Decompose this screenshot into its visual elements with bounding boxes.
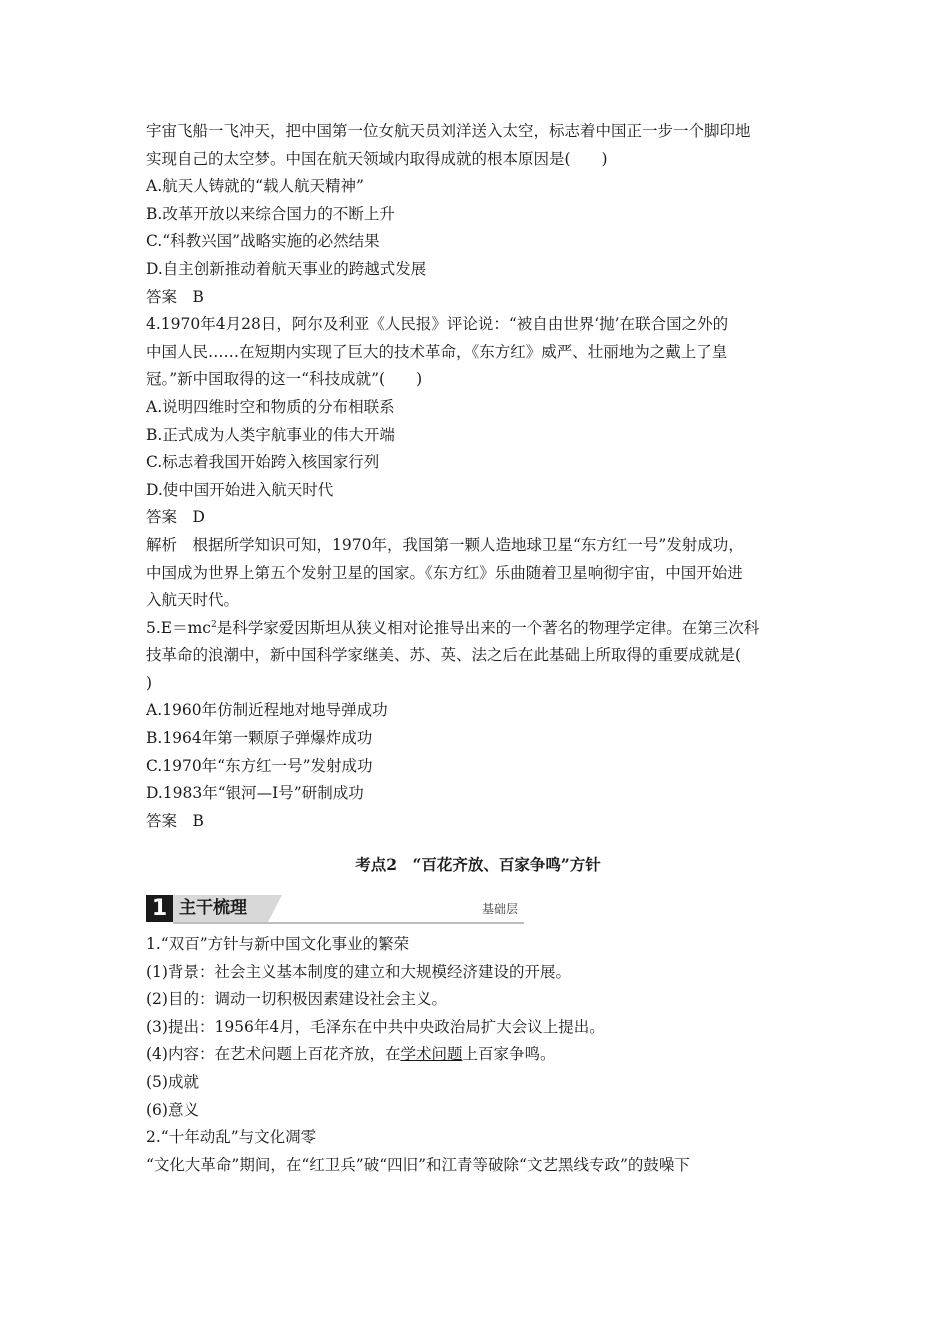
item-1-proposal: (3)提出：1956年4月，毛泽东在中共中央政治局扩大会议上提出。 — [146, 1017, 605, 1036]
q4-option-b: B.正式成为人类宇航事业的伟大开端 — [146, 425, 395, 444]
content-underlined-term: 学术问题 — [400, 1045, 463, 1064]
question-4 — [146, 311, 810, 615]
q4-stem-line-3: 冠。”新中国取得的这一“科技成就”( ) — [146, 370, 423, 389]
q4-option-d: D.使中国开始进入航天时代 — [146, 480, 334, 499]
q5-formula-exponent: 2 — [210, 619, 217, 630]
banner-title: 主干梳理 — [173, 895, 268, 922]
q3-option-d: D.自主创新推动着航天事业的跨越式发展 — [146, 259, 427, 278]
q4-answer: 答案 D — [146, 508, 205, 527]
banner-number: 1 — [146, 895, 173, 922]
item-1-title: 1.“双百”方针与新中国文化事业的繁荣 — [146, 935, 410, 954]
q3-option-a: A.航天人铸就的“载人航天精神” — [146, 177, 364, 196]
q5-formula: 5.E＝mc — [146, 618, 211, 637]
q5-stem-text: 是科学家爱因斯坦从狭义相对论推导出来的一个著名的物理学定律。在第三次科 — [216, 618, 760, 637]
item-1-achievement: (5)成就 — [146, 1073, 199, 1091]
banner-level: 基础层 — [481, 902, 518, 917]
item-2-title: 2.“十年动乱”与文化凋零 — [146, 1128, 317, 1147]
q3-option-b: B.改革开放以来综合国力的不断上升 — [146, 204, 395, 223]
q5-option-c: C.1970年“东方红一号”发射成功 — [146, 756, 373, 775]
q3-stem-line-2: 实现自己的太空梦。中国在航天领域内取得成就的根本原因是( ) — [146, 149, 608, 168]
q5-answer: 答案 B — [146, 811, 204, 830]
content-suffix: 上百家争鸣。 — [462, 1045, 556, 1064]
item-1-significance: (6)意义 — [146, 1100, 199, 1119]
banner-rule — [173, 922, 524, 924]
item-1-purpose: (2)目的：调动一切积极因素建设社会主义。 — [146, 990, 447, 1009]
q4-stem-line-2: 中国人民……在短期内实现了巨大的技术革命，《东方红》威严、壮丽地为之戴上了皇 — [146, 342, 728, 361]
q4-stem-line-1: 4.1970年4月28日，阿尔及利亚《人民报》评论说：“被自由世界‘抛’在联合国之外的 — [146, 315, 729, 334]
q5-option-d: D.1983年“银河—Ⅰ号”研制成功 — [146, 784, 364, 803]
q3-answer: 答案 B — [146, 287, 204, 306]
q5-option-a: A.1960年仿制近程地对地导弹成功 — [146, 701, 388, 720]
q4-option-a: A.说明四维时空和物质的分布相联系 — [146, 397, 395, 416]
section-banner — [146, 895, 524, 925]
question-5 — [146, 615, 810, 836]
q5-stem-line-3: ) — [146, 673, 153, 692]
q3-option-c: C.“科教兴国”战略实施的必然结果 — [146, 232, 380, 251]
q4-analysis-line-1: 解析 根据所学知识可知，1970年，我国第一颗人造地球卫星“东方红一号”发射成功， — [146, 535, 744, 554]
q5-stem-line-2: 技革命的浪潮中，新中国科学家继美、苏、英、法之后在此基础上所取得的重要成就是( — [146, 646, 742, 665]
q5-stem-line-1 — [146, 615, 810, 643]
item-2-text: “文化大革命”期间，在“红卫兵”破“四旧”和江青等破除“文艺黑线专政”的鼓噪下 — [146, 1155, 690, 1174]
q5-option-b: B.1964年第一颗原子弹爆炸成功 — [146, 729, 373, 748]
document-page — [146, 118, 810, 1179]
question-3 — [146, 118, 810, 311]
outline-content — [146, 931, 810, 1179]
section-heading: 考点2 “百花齐放、百家争鸣”方针 — [355, 855, 601, 875]
q4-analysis-line-2: 中国成为世界上第五个发射卫星的国家。《东方红》乐曲随着卫星响彻宇宙，中国开始进 — [146, 563, 743, 582]
q4-analysis-line-3: 入航天时代。 — [146, 591, 240, 610]
content-prefix: (4)内容：在艺术问题上百花齐放，在 — [146, 1045, 401, 1064]
item-1-background: (1)背景：社会主义基本制度的建立和大规模经济建设的开展。 — [146, 962, 571, 981]
item-1-content — [146, 1041, 810, 1069]
q4-option-c: C.标志着我国开始跨入核国家行列 — [146, 453, 380, 472]
q3-stem-line-1: 宇宙飞船一飞冲天，把中国第一位女航天员刘洋送入太空，标志着中国正一步一个脚印地 — [146, 122, 751, 140]
